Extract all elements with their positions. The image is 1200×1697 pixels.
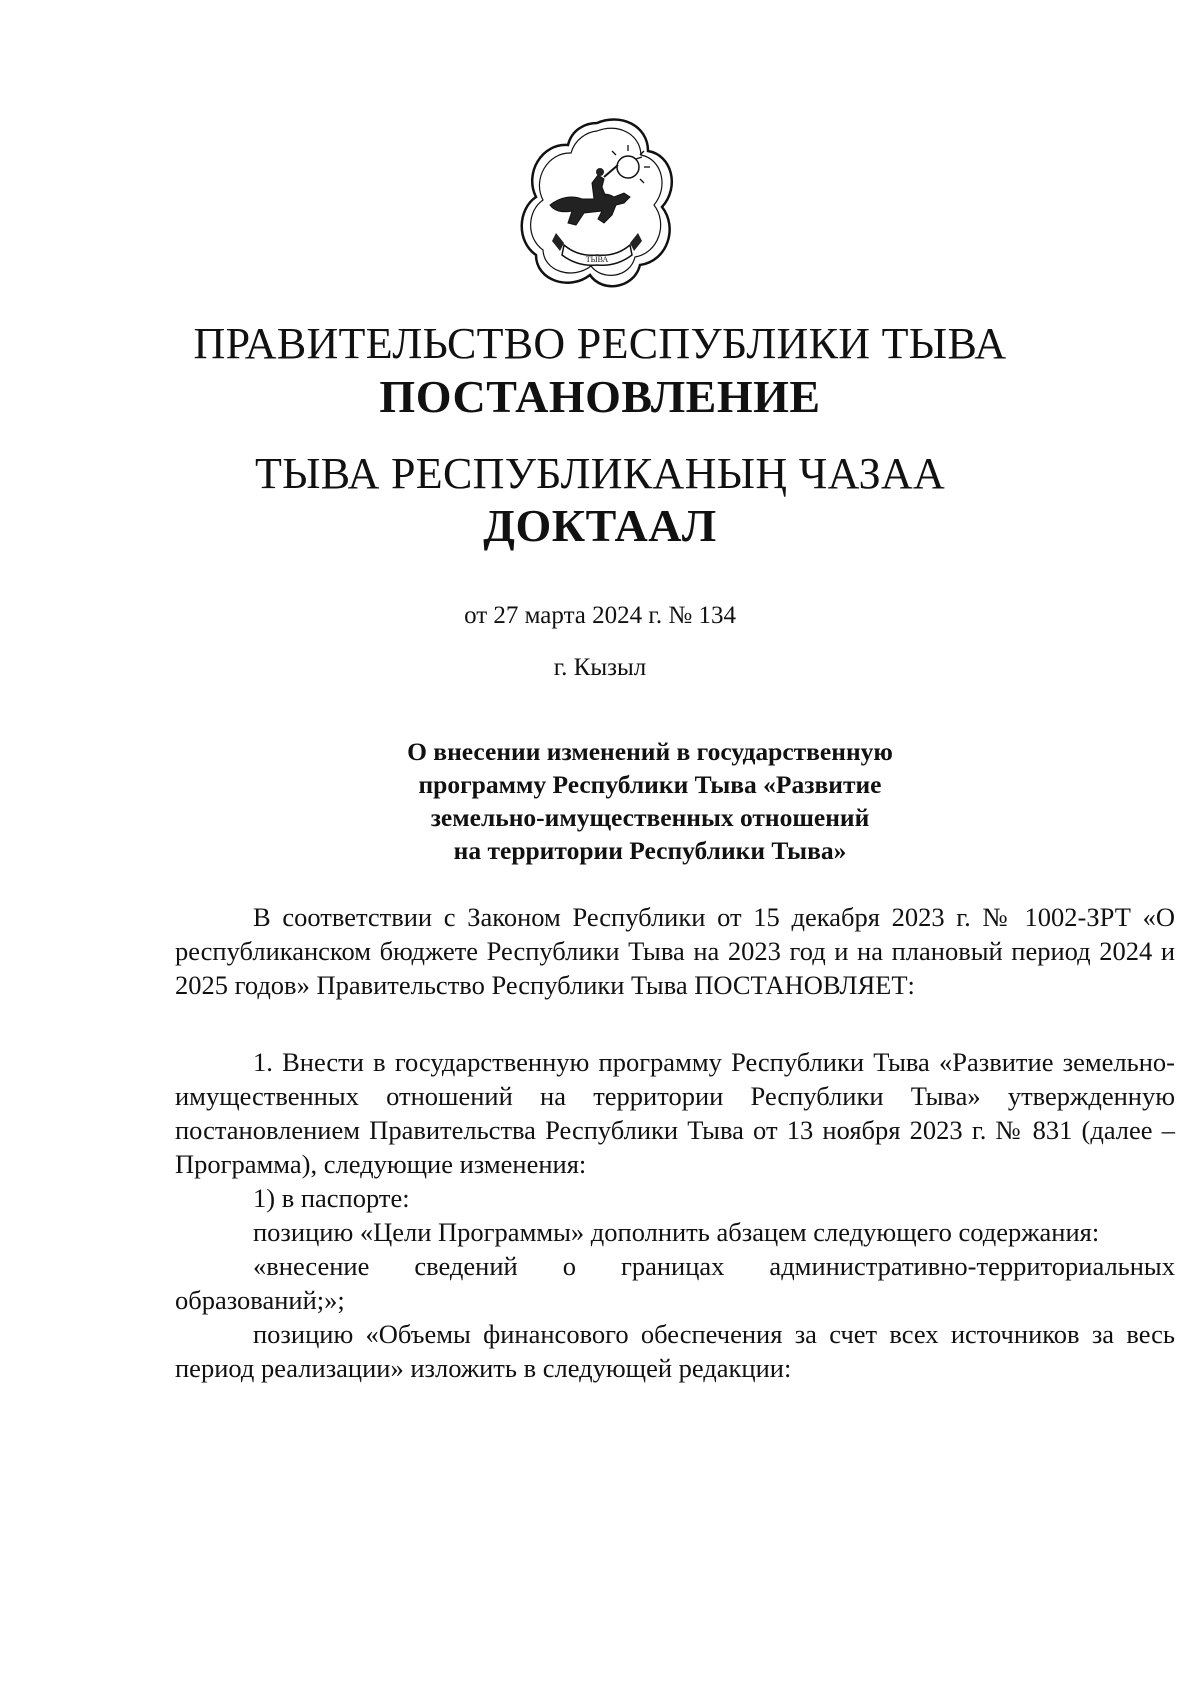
emblem-ribbon-text: ТЫВА	[585, 255, 609, 264]
preamble-section	[175, 900, 1175, 1002]
quoted-text-paragraph: «внесение сведений о границах административно-территориальных образований;»;	[175, 1251, 1175, 1315]
preamble-paragraph: В соответствии с Законом Республики от 15 декабря 2023 г. № 1002-ЗРТ «О республиканском бюджете Республики Тыва на 2023 год и на плановый период 2024 и 2025 годов» Правительство Республики Тыва ПОСТАНОВЛЯЕТ:	[175, 902, 1175, 1000]
document-type-title-tuvan: ДОКТААЛ	[483, 500, 717, 551]
goals-position-paragraph: позицию «Цели Программы» дополнить абзацем следующего содержания:	[253, 1217, 1100, 1247]
subject-line: программу Республики Тыва «Развитие	[418, 770, 882, 799]
coat-of-arms-emblem	[520, 115, 675, 290]
document-city: г. Кызыл	[553, 654, 647, 681]
government-title-tuvan: ТЫВА РЕСПУБЛИКАНЫҢ ЧАЗАА	[254, 449, 946, 498]
item-1-paragraph: 1. Внести в государственную программу Республики Тыва «Развитие земельно-имущественных отношений на территории Республики Тыва» утвержденную постановлением Правительства Республики Тыва от 13 ноября 2023 г. № 831 (далее – Программа), следующие изменения:	[175, 1047, 1175, 1179]
document-subject	[340, 735, 960, 867]
subitem-1-paragraph: 1) в паспорте:	[253, 1183, 410, 1213]
item-1-section	[175, 1045, 1175, 1385]
subject-line: О внесении изменений в государственную	[407, 737, 893, 766]
document-type-title: ПОСТАНОВЛЕНИЕ	[379, 371, 821, 422]
subject-line: земельно-имущественных отношений	[430, 803, 870, 832]
government-title: ПРАВИТЕЛЬСТВО РЕСПУБЛИКИ ТЫВА	[193, 319, 1007, 368]
document-date-number: от 27 марта 2024 г. № 134	[464, 602, 736, 629]
subject-line: на территории Республики Тыва»	[453, 836, 847, 865]
finance-position-paragraph: позицию «Объемы финансового обеспечения за счет всех источников за весь период реализации» изложить в следующей редакции:	[175, 1319, 1175, 1383]
